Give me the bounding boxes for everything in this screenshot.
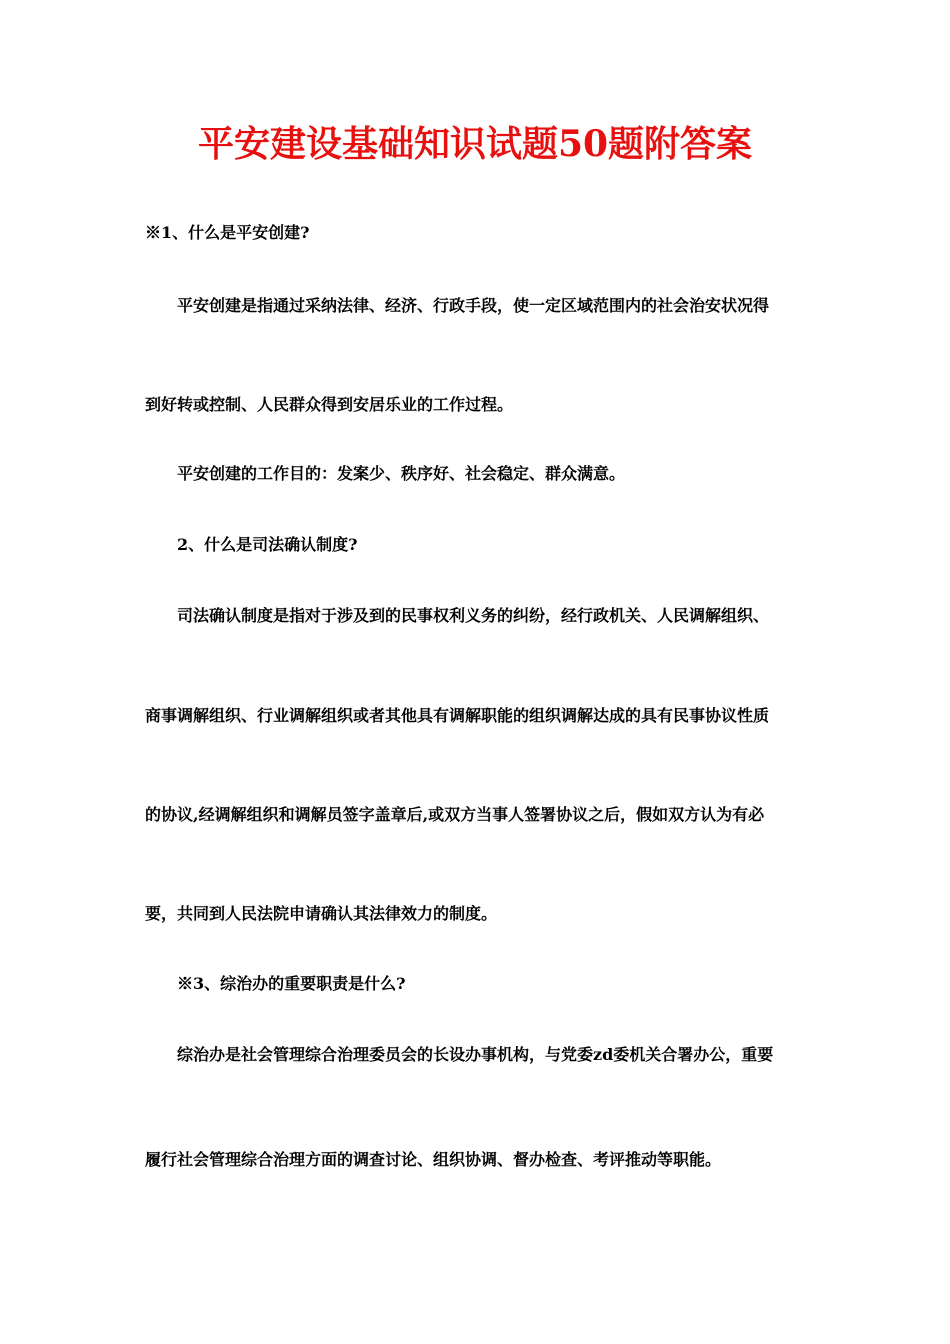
answer-1-purpose-line: 平安创建的工作目的：发案少、秩序好、社会稳定、群众满意。 xyxy=(177,464,626,483)
answer-2-paragraph-line: 商事调解组织、行业调解组织或者其他具有调解职能的组织调解达成的具有民事协议性质 xyxy=(145,706,770,725)
answer-2-paragraph-line: 要，共同到人民法院申请确认其法律效力的制度。 xyxy=(145,904,498,923)
question-2-heading: 2、什么是司法确认制度? xyxy=(177,535,358,554)
answer-2-paragraph-line: 司法确认制度是指对于涉及到的民事权利义务的纠纷，经行政机关、人民调解组织、 xyxy=(177,606,770,625)
answer-3-paragraph-line: 履行社会管理综合治理方面的调查讨论、组织协调、督办检查、考评推动等职能。 xyxy=(145,1150,722,1169)
question-3-heading: ※3、综治办的重要职责是什么? xyxy=(177,974,406,993)
answer-1-paragraph-line: 到好转或控制、人民群众得到安居乐业的工作过程。 xyxy=(145,395,514,414)
answer-3-paragraph-line: 综治办是社会管理综合治理委员会的长设办事机构，与党委zd委机关合署办公，重要 xyxy=(177,1045,774,1064)
question-1-heading: ※1、什么是平安创建? xyxy=(145,223,310,242)
answer-1-paragraph-line: 平安创建是指通过采纳法律、经济、行政手段，使一定区域范围内的社会治安状况得 xyxy=(177,296,770,315)
document-title: 平安建设基础知识试题50题附答案 xyxy=(197,123,753,165)
answer-2-paragraph-line: 的协议,经调解组织和调解员签字盖章后,或双方当事人签署协议之后，假如双方认为有必 xyxy=(145,805,765,824)
